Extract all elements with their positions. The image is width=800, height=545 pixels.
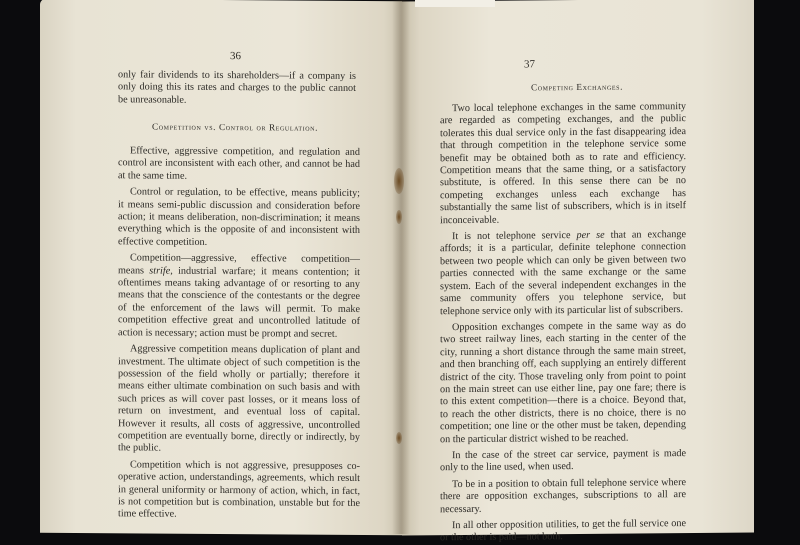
book-gutter	[392, 0, 410, 534]
gutter-stain	[396, 432, 402, 444]
paragraph: Control or regulation, to be effective, means publicity; it means semi-public discussion and consideration before action; it means deliberation, non-discrimination; it means everything which is the opposite of and inconsistent with effective competition.	[118, 186, 360, 248]
paragraph: In all other opposition utilities, to get the full service one or the other is paid—not both.	[440, 518, 686, 544]
left-opening-lines	[118, 69, 356, 108]
paragraph: Competition which is not aggressive, presupposes co-operative action, understandings, agreements, which result in general uniformity or harmony of action, which, in fact, is not competition but is combination, unstable but for the time effective.	[118, 459, 360, 521]
emphasis: per se	[576, 229, 605, 242]
right-page-number: 37	[524, 58, 535, 71]
gutter-stain	[396, 210, 402, 224]
gutter-stain	[394, 168, 404, 194]
paper-edge	[415, 0, 495, 7]
paragraph: Effective, aggressive competition, and regulation and control are inconsistent with each other, and cannot be had at the same time.	[118, 145, 360, 182]
paragraph: Two local telephone exchanges in the same community are regarded as competing exchanges, and the public tolerates this dual service only in the fast disappearing idea that through competition in the telephone service some benefit may be obtained both as to rate and efficiency. Competition means that the same thing, or a satisfactory substitute, is offered. In this sense there can be no competing exchanges unless each exchange has substantially the same list of subscribers, which is in itself inconceivable.	[440, 101, 686, 226]
paragraph: To be in a position to obtain full telephone service where there are opposition exchanges, subscriptions to all are necessary.	[440, 476, 686, 515]
paragraph: Aggressive competition means duplication of plant and investment. The ultimate object of such competition is the possession of the field wholly or partially; therefore it means either ultimate combination on such basis and with such prices as will cover past losses, or it means loss of return on investment, and eventual loss of capital. However it results, all costs of aggressive, uncontrolled competition are eventually borne, directly or indirectly, by the public.	[118, 343, 360, 454]
paragraph: It is not telephone service per se that an exchange affords; it is a particular, definite telephone connection between two people which can only be given between two parties connected with the same exchange or the same system. Each of the several independent exchanges in the same community offers you telephone service, but telephone service only with its particular list of subscribers.	[440, 229, 686, 317]
left-page-number: 36	[230, 50, 241, 63]
right-section-heading: Competing Exchanges.	[530, 81, 623, 93]
right-page	[402, 0, 754, 544]
opening-paragraph: only fair dividends to its shareholders—if a company is only doing this its rates and charges to the public cannot be unreasonable.	[118, 69, 356, 106]
right-body-text	[440, 101, 686, 545]
emphasis: strife	[149, 265, 171, 277]
paragraph: In the case of the street car service, payment is made only to the line used, when used.	[440, 448, 686, 474]
left-section-heading: Competition vs. Control or Regulation.	[152, 121, 318, 133]
paragraph: Competition—aggressive, effective competition—means strife, industrial warfare; it means contention; it oftentimes means taking advantage of or resorting to any means that the conscience of the contestants or the degree of the enforcement of the laws will permit. To make competition effective great and uncontrolled latitude of action is necessary; action must be prompt and secret.	[118, 252, 360, 340]
left-body-text	[118, 145, 360, 522]
paragraph: Opposition exchanges compete in the same way as do two street railway lines, each starting in the center of the city, running a short distance through the same main street, and then branching off, each supplying an entirely different district of the city. Those traveling only from point to point on the main street can use either line, pay one fare; there is to this extent competition—there is a choice. Beyond that, to reach the other districts, there is no choice, there is no competition; one line or the other must be taken, depending on the particular district wished to be reached.	[440, 319, 686, 445]
left-page	[40, 0, 402, 535]
